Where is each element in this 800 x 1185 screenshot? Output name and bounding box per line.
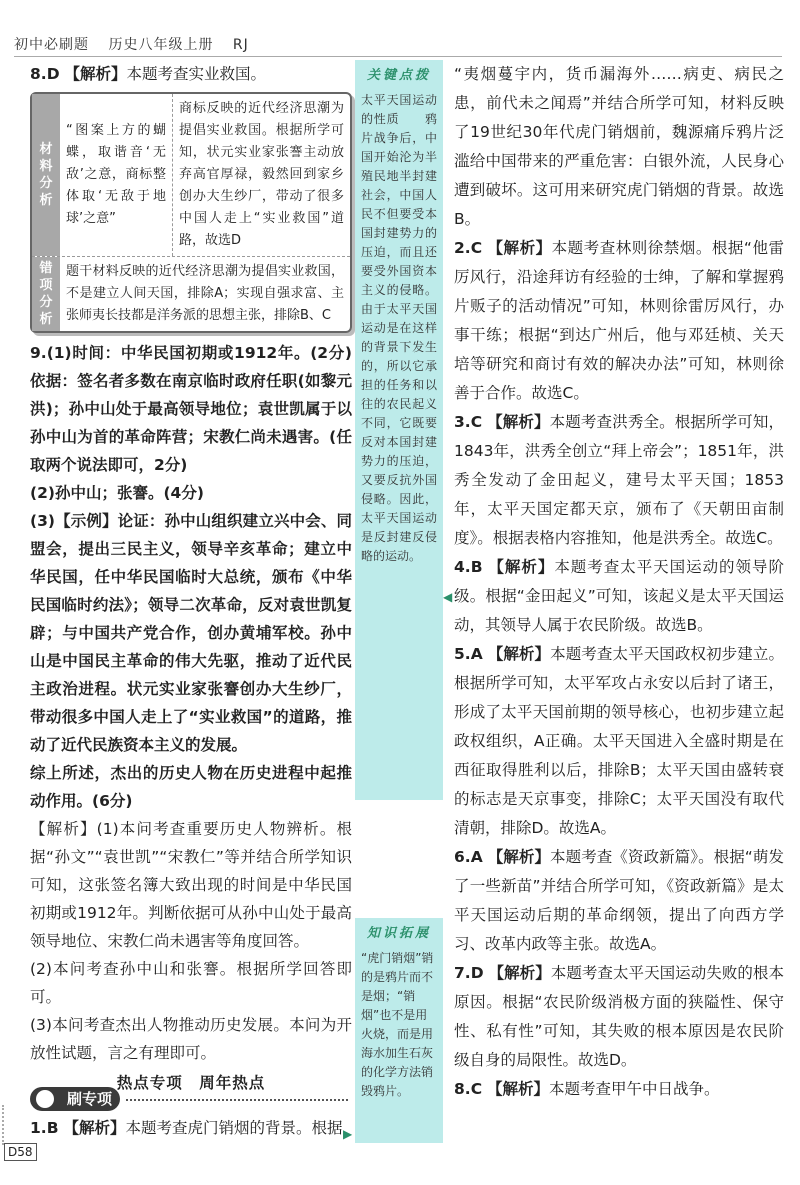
- page-number: D58: [4, 1143, 37, 1161]
- book-title: 初中必刷题: [14, 37, 89, 53]
- key-points-title: 关键点拨: [366, 68, 431, 83]
- pointer-arrow-icon-2: ▶: [343, 1127, 353, 1141]
- special-banner: [30, 1087, 350, 1113]
- answer-9-analysis-2: (2)本问考查孙中山和张謇。根据所学回答即可。: [30, 960, 352, 1006]
- wrong-option-label: 错项分析: [32, 257, 60, 331]
- material-analysis-label: 材料分析: [32, 94, 60, 256]
- answer-9: [30, 339, 352, 1067]
- key-points-text: 太平天国运动的性质 鸦片战争后，中国开始沦为半殖民地半封建社会，中国人民不但要受本国封建势力的压迫，而且还要受外国资本主义的侵略。由于太平天国运动是在这样的背景下发生的，所以它承担的任务和以往的农民起义不同，它既要反对本国封建势力的压迫，又要反抗外国侵略。因此，太平天国运动是反封建反侵略的运动。: [361, 93, 437, 563]
- special-badge: [30, 1087, 120, 1111]
- section-title: 热点专项 周年热点: [116, 1074, 266, 1092]
- answer-9-part2: (2)孙中山；张謇。(4分): [30, 484, 204, 502]
- answer-9-part3: (3)【示例】论证：孙中山组织建立兴中会、同盟会，提出三民主义，领导辛亥革命；建立中华民国，任中华民国临时大总统，颁布《中华民国临时约法》；领导二次革命，反对袁世凯复辟；与中国共产党合作，创办黄埔军校。孙中山是中国民主革命的伟大先驱，推动了近代民主政治进程。状元实业家张謇创办大生纱厂，带动很多中国人走上了“实业救国”的道路，推动了近代民族资本主义的发展。: [30, 512, 352, 754]
- answer-5: 5.A 【解析】本题考查太平天国政权初步建立。根据所学可知，太平军攻占永安以后封了诸王，形成了太平天国前期的领导核心，也初步建立起政权组织，A正确。太平天国进入全盛时期是在西征取得胜利以后，排除B；太平天国由盛转衰的标志是天京事变，排除C；太平天国没有取代清朝，排除D。故选A。: [454, 645, 784, 837]
- page-edge-dots: [2, 1105, 4, 1145]
- subject-title: 历史八年级上册: [108, 37, 214, 53]
- answer-6: 6.A 【解析】本题考查《资政新篇》。根据“萌发了一些新苗”并结合所学可知，《资政新篇》是太平天国运动后期的革命纲领，提出了向西方学习、改革内政等主张。故选A。: [454, 848, 784, 953]
- knowledge-extension-title: 知识拓展: [366, 926, 431, 941]
- dotted-divider: [126, 1099, 348, 1101]
- answer-9-summary: 综上所述，杰出的历史人物在历史进程中起推动作用。(6分): [30, 764, 352, 810]
- answer-1-continued: “夷烟蔓宇内，货币漏海外……病吏、病民之患，前代未之闻焉”并结合所学可知，材料反映了19世纪30年代虎门销烟前，魏源痛斥鸦片泛滥给中国带来的严重危害：白银外流，人民身心遭到破坏。这可用来研究虎门销烟的背景。故选B。: [454, 65, 784, 228]
- answer-7: 7.D 【解析】本题考查太平天国运动失败的根本原因。根据“农民阶级消极方面的狭隘性、保守性、私有性”可知，其失败的根本原因是农民阶级自身的局限性。故选D。: [454, 964, 784, 1069]
- answer-9-analysis-3: (3)本问考查杰出人物推动历史发展。本问为开放性试题，言之有理即可。: [30, 1016, 352, 1062]
- material-explanation: 商标反映的近代经济思潮为提倡实业救国。根据所学可知，状元实业家张謇主动放弃高官厚禄，毅然回到家乡创办大生纱厂，带动了很多中国人走上“实业救国”道路，故选D: [179, 101, 344, 248]
- answer-4: 4.B 【解析】本题考查太平天国运动的领导阶级。根据“金田起义”可知，该起义是太平天国运动，其领导人属于农民阶级。故选B。: [454, 558, 784, 634]
- answer-9-analysis-1: 【解析】(1)本问考查重要历史人物辨析。根据“孙文”“袁世凯”“宋教仁”等并结合所学知识可知，这张签名簿大致出现的时间是中华民国初期或1912年。判断依据可从孙中山处于最高领导地位、宋教仁尚未遇害等角度回答。: [30, 820, 352, 950]
- answer-8-right: 8.C 【解析】本题考查甲午中日战争。: [454, 1080, 720, 1098]
- special-label: 刷专项: [66, 1090, 112, 1108]
- material-quote: “图案上方的蝴蝶，取谐音‘无敌’之意，商标整体取‘无敌于地球’之意”: [60, 94, 173, 256]
- header-rule: [14, 56, 782, 57]
- edition-label: RJ: [232, 37, 249, 53]
- wrong-option-explanation: 题干材料反映的近代经济思潮为提倡实业救国，不是建立人间天国，排除A；实现自强求富、主张师夷长技都是洋务派的思想主张，排除B、C: [66, 264, 344, 323]
- pen-icon: [36, 1090, 54, 1108]
- wrong-option-row: [32, 257, 350, 331]
- answer-9-num: 9.: [30, 344, 47, 362]
- right-column: [454, 60, 784, 1104]
- pointer-arrow-icon: ◀: [443, 590, 453, 604]
- analysis-box: [30, 92, 352, 333]
- answer-9-part1: (1)时间：中华民国初期或1912年。(2分)依据：签名者多数在南京临时政府任职(如黎元洪)；孙中山处于最高领导地位；袁世凯属于以孙中山为首的革命阵营；宋教仁尚未遇害。(任取两个说法即可，2分): [30, 344, 352, 474]
- material-analysis-row: [32, 94, 350, 257]
- left-column: [30, 60, 352, 1099]
- answer-3: 3.C 【解析】本题考查洪秀全。根据所学可知，1843年，洪秀全创立“拜上帝会”；1851年，洪秀全发动了金田起义，建号太平天国；1853年，太平天国定都天京，颁布了《天朝田亩制度》。根据表格内容推知，他是洪秀全。故选C。: [454, 413, 784, 547]
- key-points-sidebar: [355, 60, 443, 800]
- page-header: [14, 34, 263, 54]
- answer-8-left: 8.D 【解析】本题考查实业救国。: [30, 65, 267, 83]
- knowledge-extension-text: “虎门销烟”销的是鸦片而不是烟；“销烟”也不是用火烧，而是用海水加生石灰的化学方法销毁鸦片。: [361, 951, 434, 1098]
- knowledge-extension-sidebar: [355, 918, 443, 1143]
- answer-2: 2.C 【解析】本题考查林则徐禁烟。根据“他雷厉风行，沿途拜访有经验的士绅，了解和掌握鸦片贩子的活动情况”可知，林则徐雷厉风行，办事干练；根据“到达广州后，他与邓廷桢、关天培等研究和商讨有效的解决办法”可知，林则徐善于合作。故选C。: [454, 239, 784, 402]
- answer-1: 1.B 【解析】本题考查虎门销烟的背景。根据: [30, 1119, 343, 1137]
